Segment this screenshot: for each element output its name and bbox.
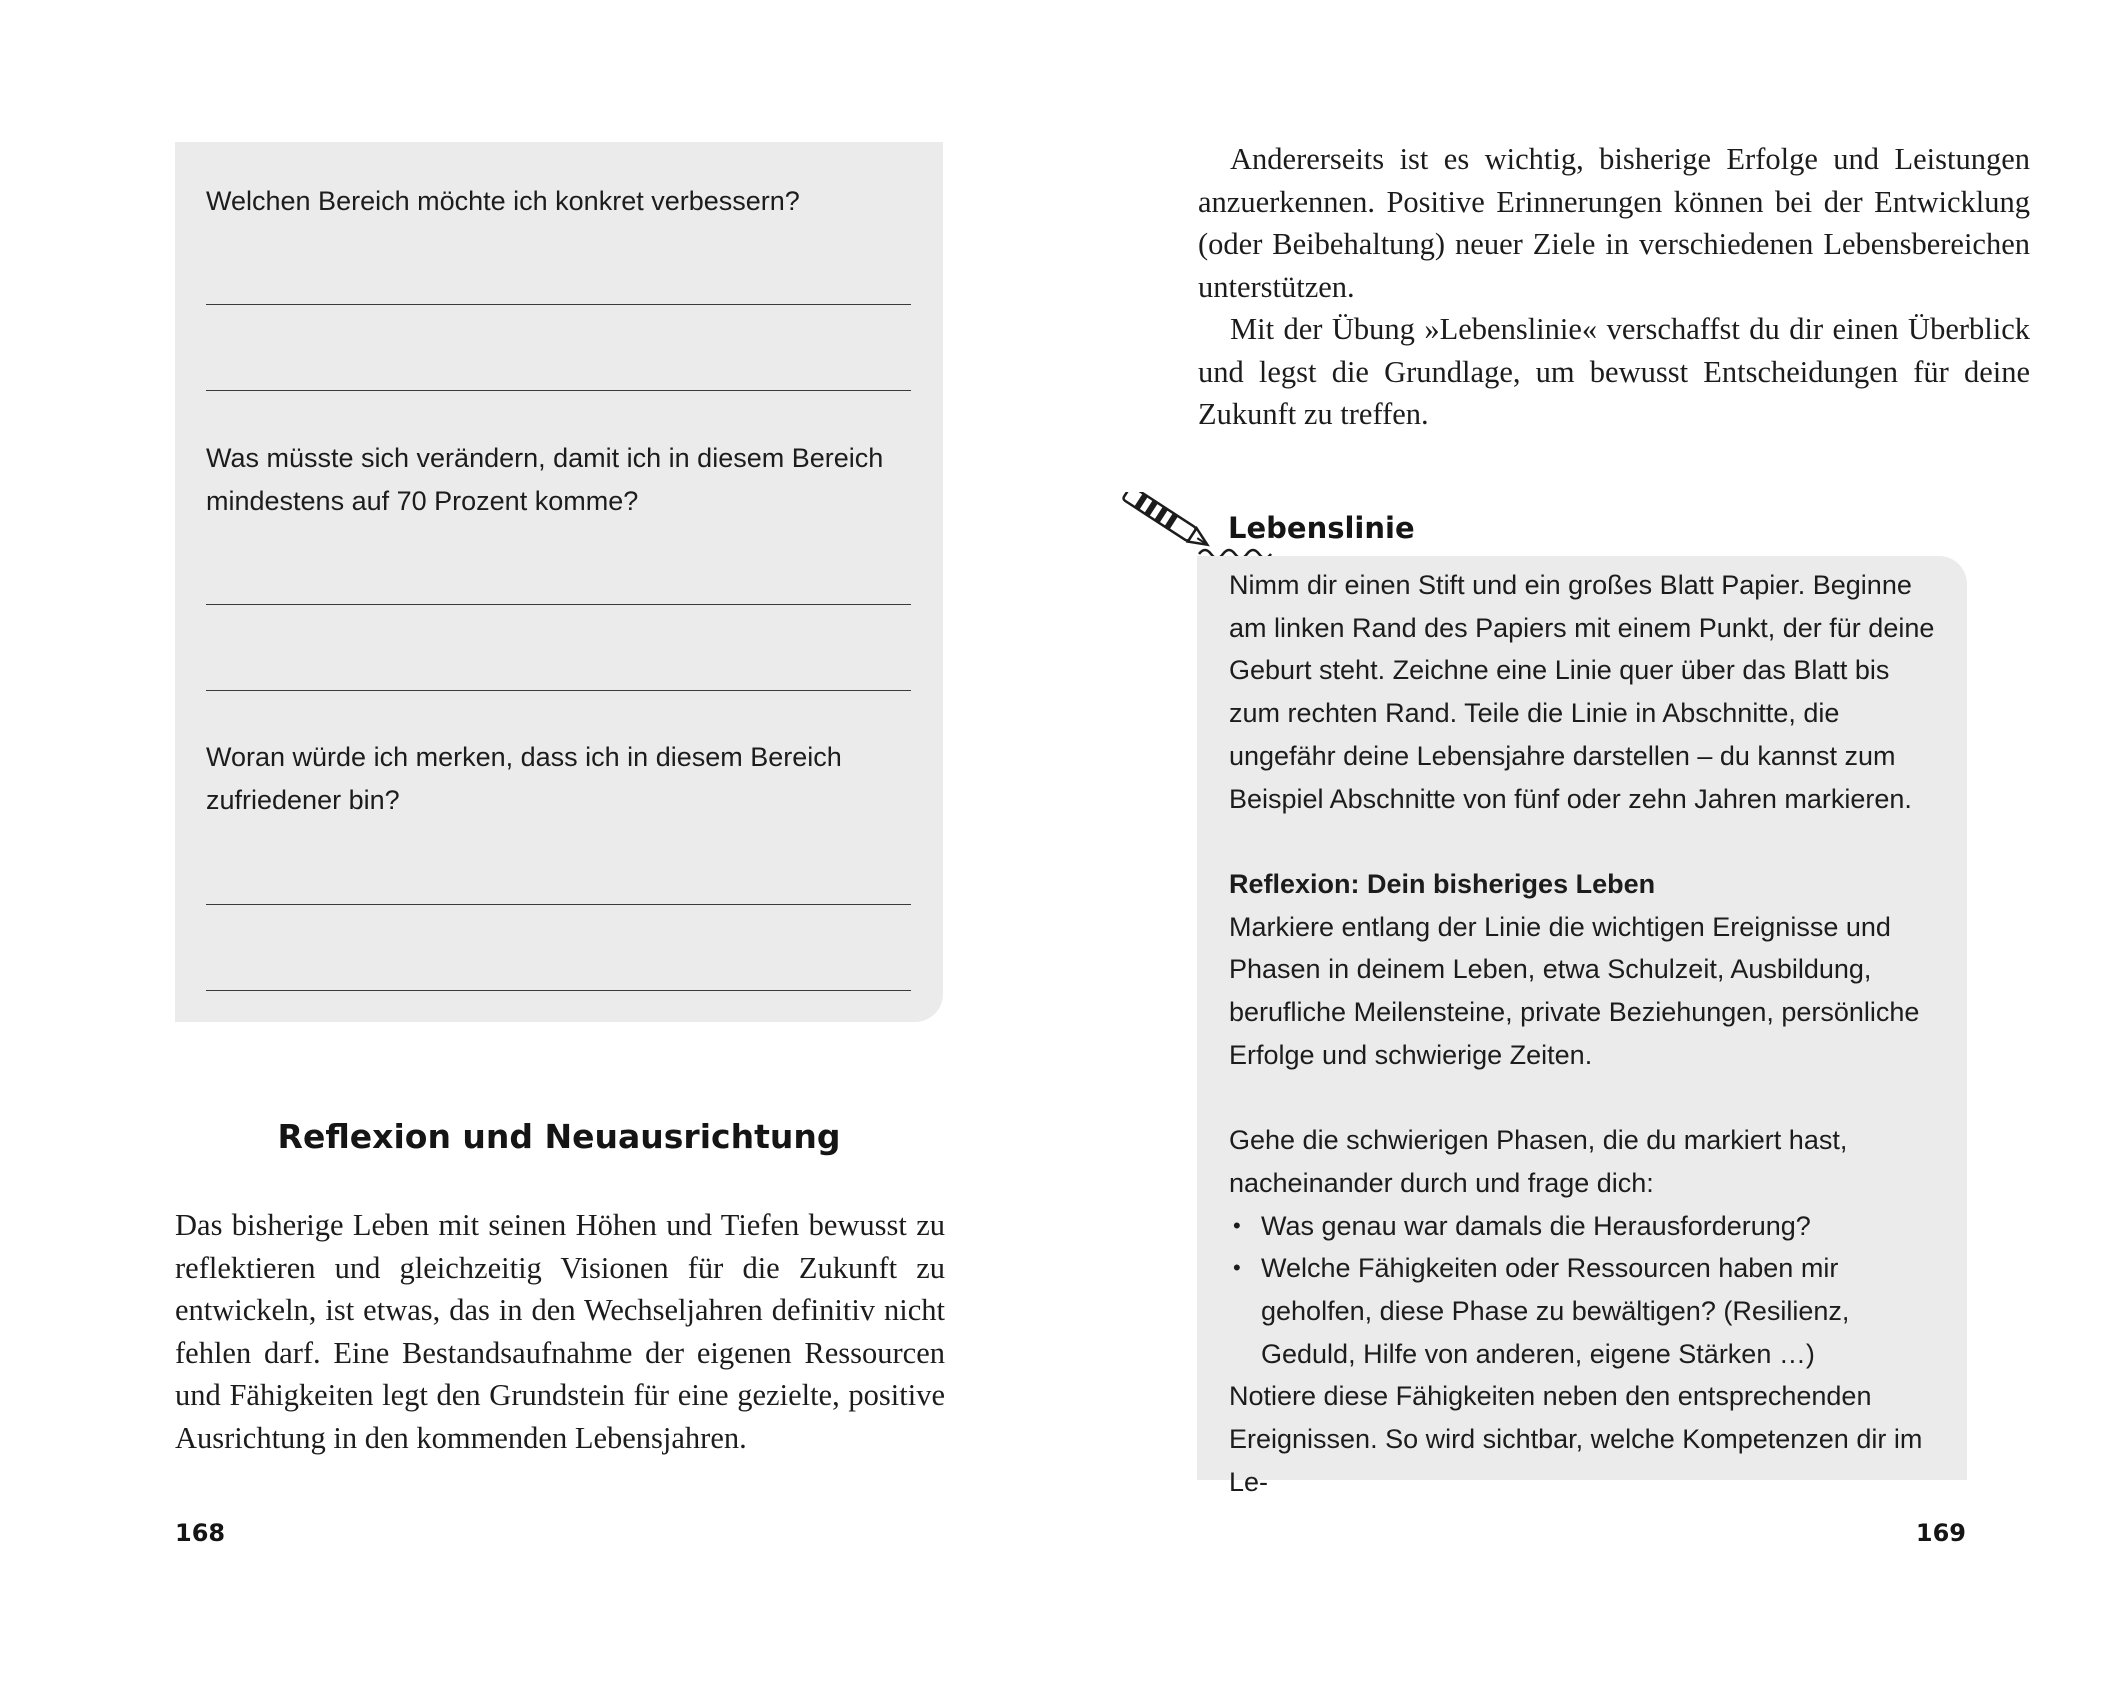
- answer-line[interactable]: [206, 304, 911, 305]
- answer-line[interactable]: [206, 390, 911, 391]
- page-number-left: 168: [175, 1519, 226, 1547]
- exercise-paragraph-1: Markiere entlang der Linie die wichtigen Ereignisse und Phasen in deinem Leben, etwa Schulzeit, Ausbildung, berufliche Meilensteine, private Beziehungen, persönliche Erfolge und schwierige Zeiten.: [1229, 911, 1920, 1070]
- worksheet-question-1: Welchen Bereich möchte ich konkret verbessern?: [206, 186, 800, 216]
- exercise-title: Lebenslinie: [1228, 511, 1415, 545]
- exercise-paragraph-3: Notiere diese Fähigkeiten neben den entsprechenden Ereignissen. So wird sichtbar, welche Kompetenzen dir im Le-: [1229, 1381, 1923, 1497]
- exercise-subheading: Reflexion: Dein bisheriges Leben: [1229, 868, 1656, 899]
- answer-line[interactable]: [206, 690, 911, 691]
- right-paragraph-1: Andererseits ist es wichtig, bisherige Erfolge und Leistungen anzuerkennen. Positive Erinnerungen können bei der Entwicklung (oder Beibehaltung) neuer Ziele in verschiedenen Lebensbereichen unterstützen.: [1198, 142, 2030, 304]
- exercise-intro: Nimm dir einen Stift und ein großes Blatt Papier. Beginne am linken Rand des Papiers mit einem Punkt, der für deine Geburt steht. Zeichne eine Linie quer über das Blatt bis zum rechten Rand. Teile die Linie in Abschnitte, die ungefähr deine Lebensjahre darstellen – du kannst zum Beispiel Abschnitte von fünf oder zehn Jahren markieren.: [1229, 570, 1935, 814]
- section-heading: Reflexion und Neuausrichtung: [277, 1117, 841, 1156]
- exercise-box: [1197, 556, 1967, 1497]
- right-body-text: [1198, 138, 2030, 436]
- list-item: • Welche Fähigkeiten oder Ressourcen haben mir geholfen, diese Phase zu bewältigen? (Resilienz, Geduld, Hilfe von anderen, eigene Stärken …): [1229, 1247, 1939, 1375]
- exercise-content: [1229, 564, 1939, 1503]
- list-item: • Was genau war damals die Herausforderung?: [1229, 1205, 1939, 1248]
- answer-line[interactable]: [206, 990, 911, 991]
- answer-line[interactable]: [206, 604, 911, 605]
- answer-line[interactable]: [206, 904, 911, 905]
- right-paragraph-2: Mit der Übung »Lebenslinie« verschaffst du dir einen Überblick und legst die Grundlage, um bewusst Entscheidungen für deine Zukunft zu treffen.: [1198, 312, 2030, 431]
- worksheet-box: [175, 142, 943, 1022]
- page-number-right: 169: [1915, 1519, 1966, 1547]
- worksheet-question-2: Was müsste sich verändern, damit ich in diesem Bereich mindestens auf 70 Prozent komme?: [206, 443, 884, 516]
- exercise-paragraph-2: Gehe die schwierigen Phasen, die du markiert hast, nacheinander durch und frage dich:: [1229, 1125, 1848, 1198]
- exercise-bullet-list: [1229, 1205, 1939, 1376]
- left-body-text: Das bisherige Leben mit seinen Höhen und Tiefen bewusst zu reflektieren und gleichzeitig Visionen für die Zukunft zu entwickeln, ist etwas, das in den Wechseljahren definitiv nicht fehlen darf. Eine Bestandsaufnahme der eigenen Ressourcen und Fähigkeiten legt den Grundstein für eine gezielte, positive Ausrichtung in den kommenden Lebensjahren.: [175, 1208, 945, 1455]
- worksheet-question-3: Woran würde ich merken, dass ich in diesem Bereich zufriedener bin?: [206, 742, 842, 815]
